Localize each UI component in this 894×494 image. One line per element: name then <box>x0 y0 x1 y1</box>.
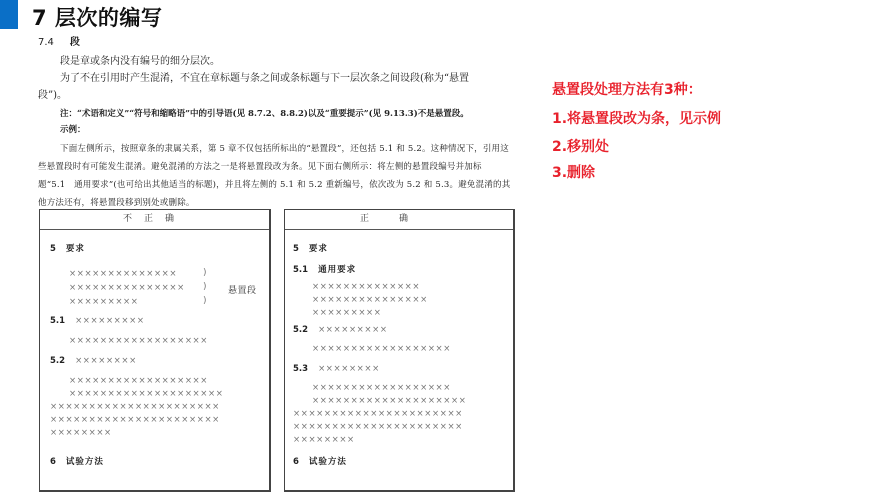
body-line: ×××××××× <box>50 428 112 438</box>
body-line: ×××××××××××××××××× <box>69 336 208 346</box>
chapter-5-heading: 5 要求 <box>293 244 328 254</box>
body-line: ×××××××××××××××××××××× <box>50 402 220 412</box>
page-title: 7 层次的编写 <box>32 6 163 30</box>
brace: ) <box>203 268 207 278</box>
chapter-6-heading: 6 试验方法 <box>293 457 347 467</box>
brace: ) <box>203 282 207 292</box>
body-line: ×××××××××××××××××× <box>312 344 451 354</box>
body-line: ×××××××××××××××××××××× <box>50 415 220 425</box>
example-text: 下面左侧所示，按照章条的隶属关系，第 5 章不仅包括所标出的“悬置段”，还包括 5.1 和 5.2。这种情况下，引用这 些悬置段时有可能发生混淆。避免混淆的方法之一是将悬置段改为条。见下面右侧所示：将左侧的悬置段编号并加标 题“5.1 通用要求”(也可给出其他适当的标题)，并且将左侧的 5.1 和 5.2 重新编号，依次改为 5.2 和 5.3。避免混淆的其 他方法还有，将悬置段移到别处或删除。 <box>38 144 511 208</box>
clause-5-3: 5.3 ×××××××× <box>293 364 380 374</box>
body-line: ×××××××××××××××××× <box>312 383 451 393</box>
brace: ) <box>203 296 207 306</box>
example-label: 示例： <box>60 125 86 135</box>
body-line: ×××××××× <box>293 435 355 445</box>
paragraph-1: 段是章或条内没有编号的细分层次。 <box>60 56 220 67</box>
body-line: ××××××××× <box>312 308 382 318</box>
dangling-paragraph-label: 悬置段 <box>228 286 257 296</box>
side-note-heading: 悬置段处理方法有3种： <box>552 82 702 98</box>
clause-5-1: 5.1 ××××××××× <box>50 316 145 326</box>
section-title: 段 <box>69 37 80 48</box>
incorrect-box-header: 不正确 <box>40 210 269 230</box>
clause-5-2: 5.2 ×××××××× <box>50 356 137 366</box>
incorrect-example-box <box>39 209 271 492</box>
accent-bar <box>0 0 18 29</box>
chapter-6-heading: 6 试验方法 <box>50 457 104 467</box>
dangling-line: ××××××××××××××× <box>69 283 185 293</box>
section-number: 7.4 <box>38 37 54 48</box>
body-line: ××××××××××××××× <box>312 295 428 305</box>
side-note-item-1: 1.将悬置段改为条，见示例 <box>552 111 722 127</box>
dangling-line: ×××××××××××××× <box>69 269 178 279</box>
clause-5-2: 5.2 ××××××××× <box>293 325 388 335</box>
body-line: ×××××××××××××××××× <box>69 376 208 386</box>
correct-example-box <box>284 209 515 492</box>
side-note-item-2: 2.移别处 <box>552 139 610 155</box>
clause-5-1-heading: 5.1 通用要求 <box>293 265 357 275</box>
paragraph-2: 为了不在引用时产生混淆，不宜在章标题与条之间或条标题与下一层次条之间设段(称为“悬置 段”)。 <box>38 73 470 101</box>
chapter-5-heading: 5 要求 <box>50 244 85 254</box>
body-line: ×××××××××××××× <box>312 282 421 292</box>
body-line: ×××××××××××××××××××× <box>312 396 467 406</box>
correct-box-header: 正确 <box>285 210 513 230</box>
side-note-item-3: 3.删除 <box>552 165 596 181</box>
section-heading <box>38 33 80 48</box>
body-line: ×××××××××××××××××××××× <box>293 409 463 419</box>
body-line: ×××××××××××××××××××××× <box>293 422 463 432</box>
note: 注：“术语和定义”“符号和缩略语”中的引导语(见 8.7.2、8.8.2)以及“重要提示”(见 9.13.3)不是悬置段。 <box>60 109 469 119</box>
body-line: ×××××××××××××××××××× <box>69 389 224 399</box>
dangling-line: ××××××××× <box>69 297 139 307</box>
